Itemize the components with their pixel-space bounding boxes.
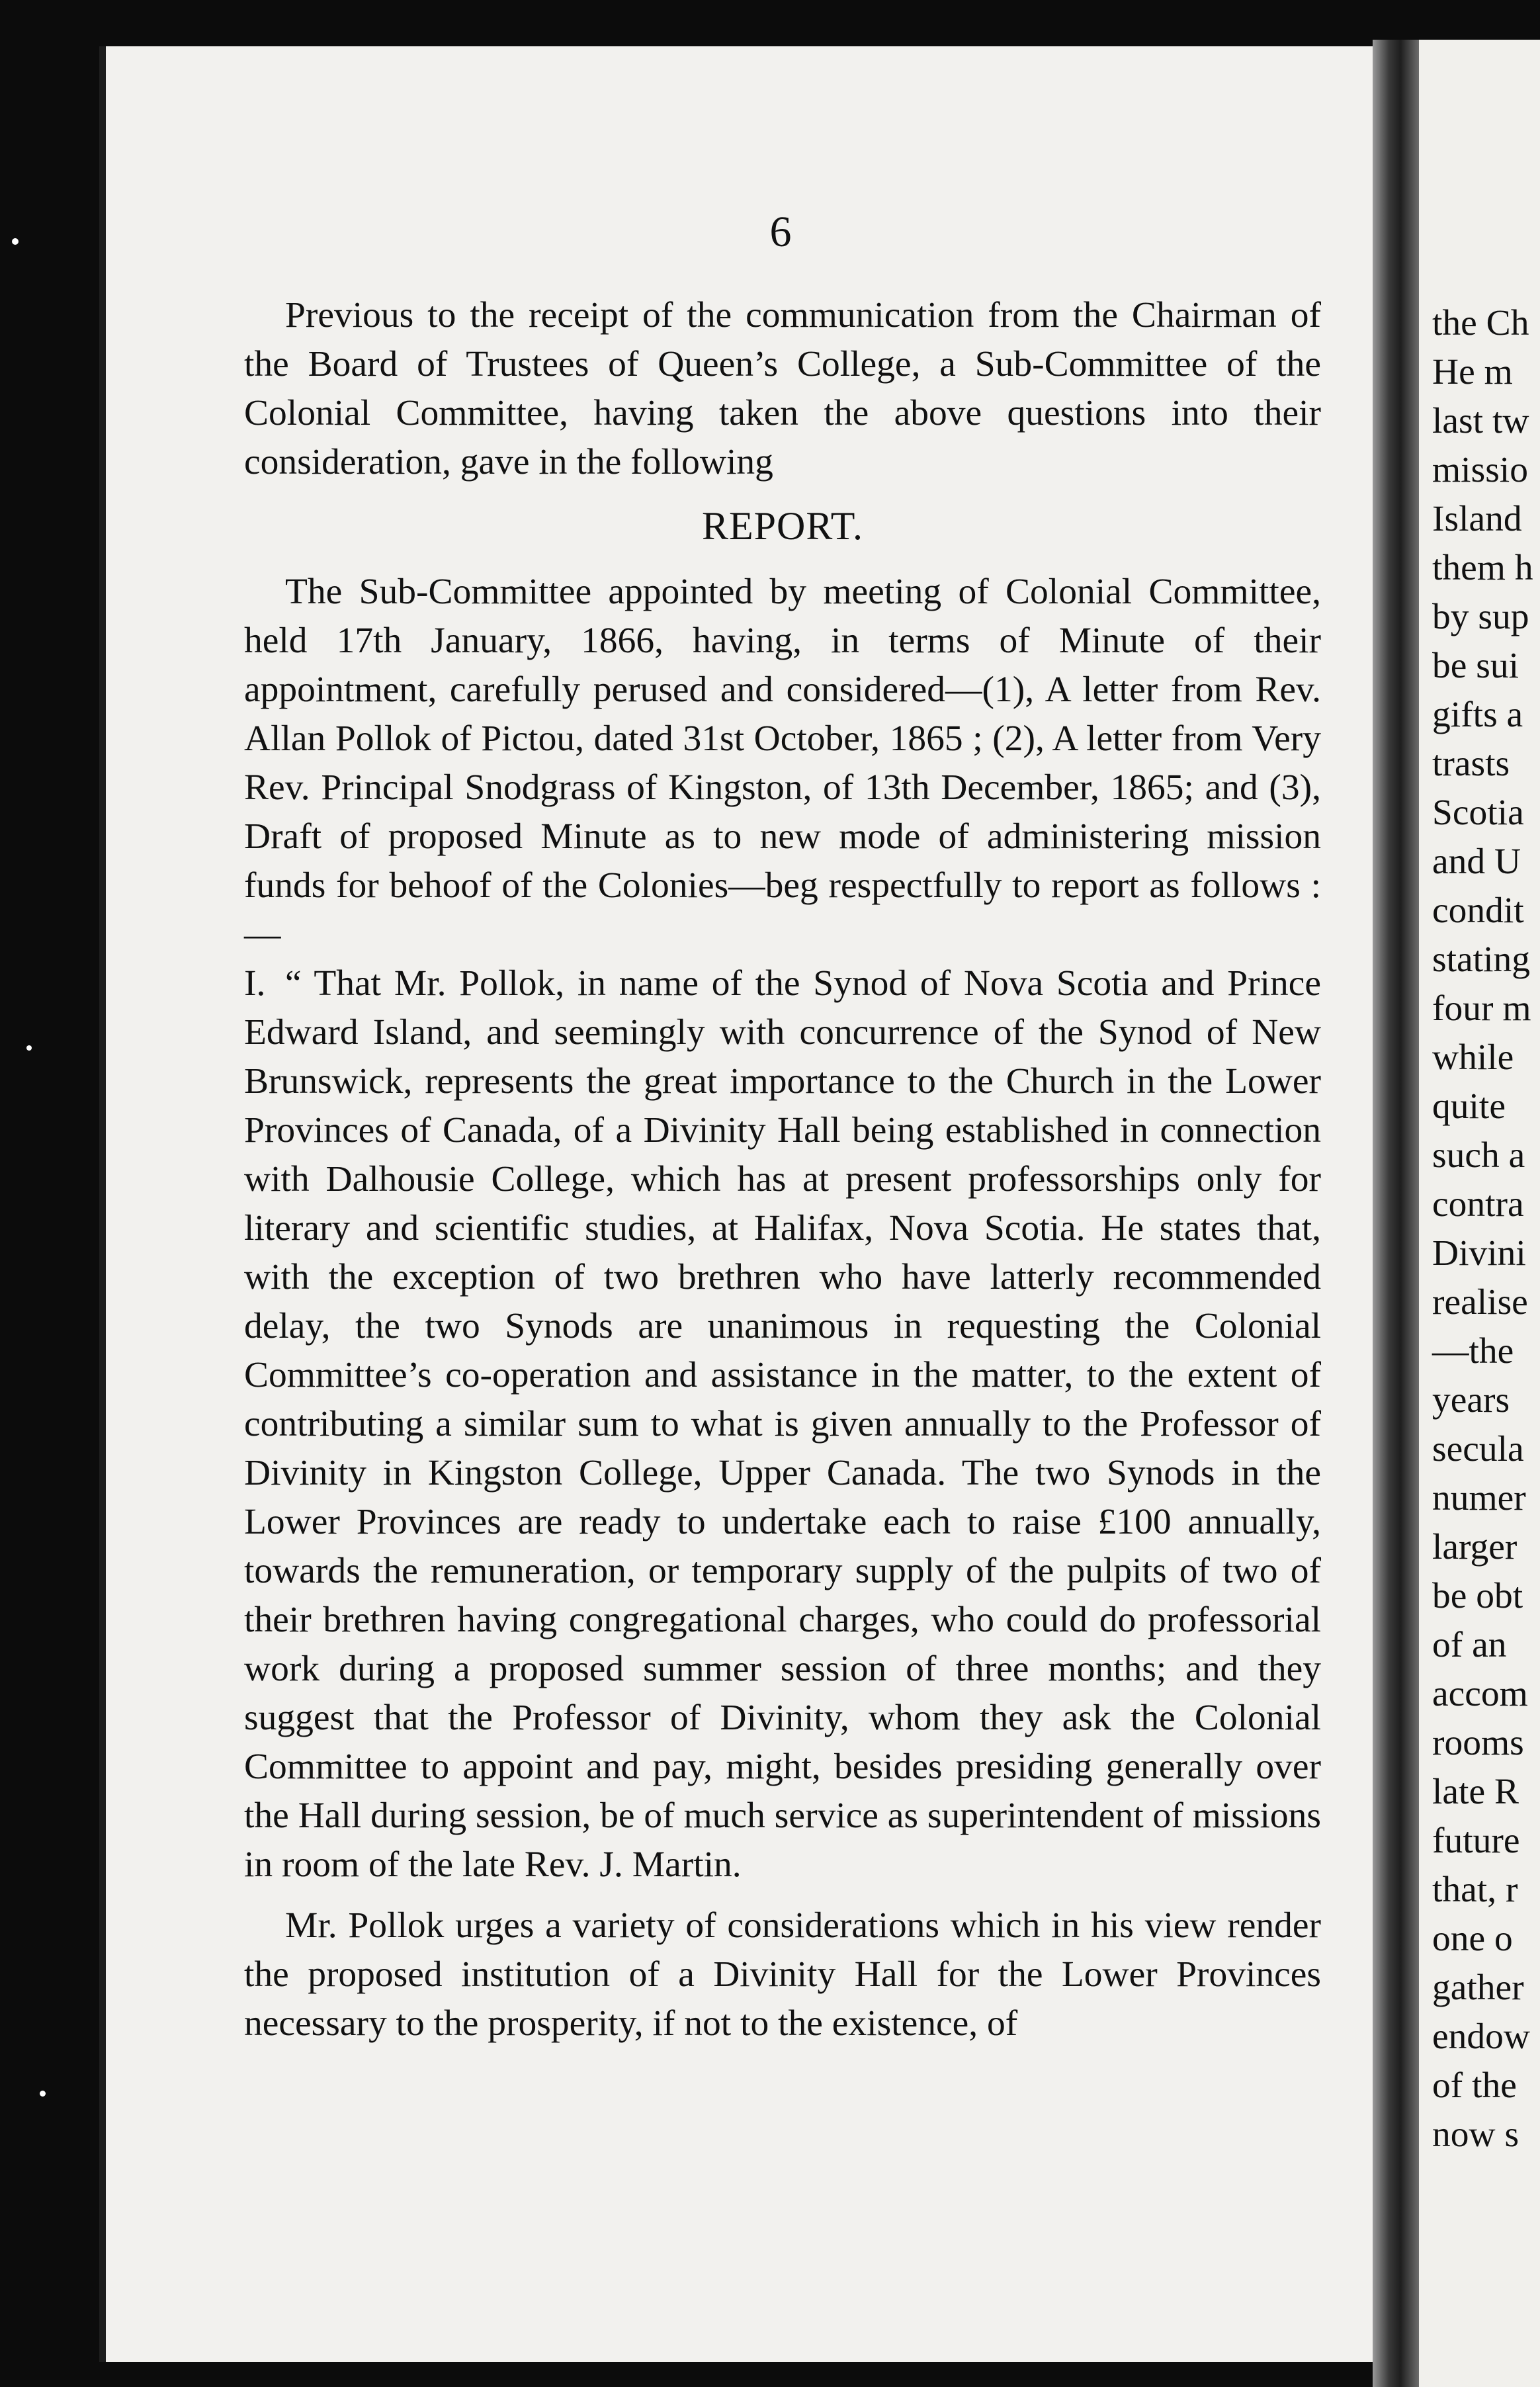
report-item-text: “ That Mr. Pollok, in name of the Synod of Nova Scotia and Prince Edward Island, and seemingly with concurrence of the Synod of New Brunswick, represents the great importance to the Church in the Lower Provinces of Canada, of a Divinity Hall being established in connection with Dalhousie College, which has at present professorships only for literary and scientific studies, at Halifax, Nova Scotia. He states that, with the exception of two brethren who have latterly recommended delay, the two Synods are unanimous in requesting the Colonial Committee’s co-operation and assistance in the matter, to the extent of contributing a similar sum to what is given annually to the Professor of Divinity in Kingston College, Upper Canada. The two Synods in the Lower Provinces are ready to undertake each to raise £100 annually, towards the remuneration, or temporary supply of the pulpits of two of their brethren having congregational charges, who could do professorial work during a proposed summer session of three months; and they suggest that the Professor of Divinity, whom they ask the Colonial Committee to appoint and pay, might, besides presiding generally over the Hall during session, be of much service as superintendent of missions in room of the late Rev. J. Martin. (244, 963, 1321, 1885)
report-item-number: I. (244, 963, 266, 1004)
facing-line: condit (1432, 890, 1524, 931)
facing-line: quite (1432, 1086, 1506, 1127)
facing-line: He m (1432, 352, 1513, 392)
facing-line: one o (1432, 1919, 1513, 1959)
facing-line: while (1432, 1037, 1514, 1078)
facing-line: gifts a (1432, 695, 1523, 735)
facing-line: that, r (1432, 1870, 1518, 1910)
facing-line: missio (1432, 450, 1528, 490)
facing-line: and U (1432, 842, 1521, 882)
facing-line: realise (1432, 1282, 1528, 1323)
facing-line: by sup (1432, 597, 1529, 637)
facing-line: Island (1432, 499, 1522, 539)
facing-line: such a (1432, 1135, 1525, 1176)
facing-line: of the (1432, 2065, 1517, 2106)
facing-line: numer (1432, 1478, 1526, 1518)
facing-line: Scotia (1432, 793, 1524, 833)
book-binding-gutter (1373, 40, 1419, 2387)
facing-line: them h (1432, 548, 1533, 588)
facing-line: be sui (1432, 646, 1519, 686)
dust-speck (40, 2091, 46, 2097)
facing-line: accom (1432, 1674, 1528, 1714)
facing-line: rooms (1432, 1723, 1524, 1763)
report-intro-paragraph: The Sub-Committee appointed by meeting of Colonial Committee, held 17th January, 1866, having, in terms of Minute of their appointment, carefully perused and considered—(1), A letter from Rev. Allan Pollok of Pictou, dated 31st October, 1865 ; (2), A letter from Very Rev. Principal Snodgrass of Kingston, of 13th December, 1865; and (3), Draft of proposed Minute as to new mode of administering mission funds for behoof of the Colonies—beg respectfully to report as follows :— (244, 572, 1321, 955)
facing-line: endow (1432, 2017, 1530, 2057)
dust-speck (12, 238, 19, 245)
facing-line: four m (1432, 988, 1531, 1029)
facing-line: —the (1432, 1331, 1514, 1371)
page-number: 6 (769, 208, 792, 256)
facing-line: be obt (1432, 1576, 1523, 1616)
facing-line: of an (1432, 1625, 1507, 1665)
facing-line: future (1432, 1821, 1520, 1861)
facing-line: secula (1432, 1429, 1524, 1469)
facing-line: trasts (1432, 744, 1510, 784)
facing-line: years (1432, 1380, 1510, 1420)
facing-line: late R (1432, 1772, 1519, 1812)
facing-line: larger (1432, 1527, 1518, 1567)
facing-line: the Ch (1432, 303, 1529, 343)
report-item-1 (244, 959, 1321, 1889)
facing-line: Divini (1432, 1233, 1526, 1274)
facing-line: now s (1432, 2114, 1519, 2155)
facing-line: contra (1432, 1184, 1524, 1225)
dust-speck (26, 1045, 32, 1051)
report-heading: REPORT. (702, 504, 863, 548)
page-body (244, 291, 1321, 2048)
facing-page-text (1432, 299, 1540, 2159)
intro-paragraph: Previous to the receipt of the communication from the Chairman of the Board of Trustees of Queen’s College, a Sub-Committee of the Colonial Committee, having taken the above questions into their consideration, gave in the following (244, 295, 1321, 482)
facing-line: gather (1432, 1968, 1524, 2008)
closing-paragraph: Mr. Pollok urges a variety of considerations which in his view render the proposed institution of a Divinity Hall for the Lower Provinces necessary to the prosperity, if not to the existence, of (244, 1905, 1321, 2044)
facing-line: last tw (1432, 401, 1529, 441)
facing-line: stating (1432, 939, 1530, 980)
